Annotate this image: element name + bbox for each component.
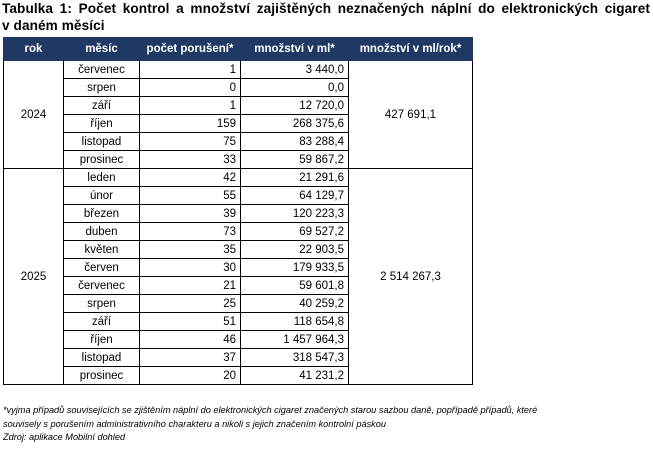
amount-ml-cell: 0,0 (241, 79, 349, 97)
source-note: Zdroj: aplikace Mobilní dohled (3, 432, 126, 442)
month-cell: říjen (64, 115, 140, 133)
table-row (4, 61, 473, 79)
amount-ml-cell: 179 933,5 (241, 259, 349, 277)
header-year: rok (4, 38, 64, 61)
violations-cell: 1 (140, 61, 241, 79)
violations-cell: 75 (140, 133, 241, 151)
yearly-total-cell: 427 691,1 (349, 61, 473, 169)
month-cell: srpen (64, 295, 140, 313)
year-cell: 2025 (4, 169, 64, 385)
month-cell: duben (64, 223, 140, 241)
violations-cell: 39 (140, 205, 241, 223)
violations-cell: 25 (140, 295, 241, 313)
year-cell: 2024 (4, 61, 64, 169)
violations-cell: 55 (140, 187, 241, 205)
amount-ml-cell: 21 291,6 (241, 169, 349, 187)
violations-cell: 46 (140, 331, 241, 349)
amount-ml-cell: 40 259,2 (241, 295, 349, 313)
violations-cell: 21 (140, 277, 241, 295)
yearly-total-cell: 2 514 267,3 (349, 169, 473, 385)
table-header-row (4, 38, 473, 61)
amount-ml-cell: 118 654,8 (241, 313, 349, 331)
month-cell: červen (64, 259, 140, 277)
violations-cell: 1 (140, 97, 241, 115)
month-cell: květen (64, 241, 140, 259)
violations-cell: 42 (140, 169, 241, 187)
violations-cell: 0 (140, 79, 241, 97)
amount-ml-cell: 268 375,6 (241, 115, 349, 133)
violations-cell: 35 (140, 241, 241, 259)
header-amount-ml: množství v ml* (241, 38, 349, 61)
violations-cell: 159 (140, 115, 241, 133)
month-cell: září (64, 313, 140, 331)
month-cell: prosinec (64, 151, 140, 169)
violations-cell: 73 (140, 223, 241, 241)
header-month: měsíc (64, 38, 140, 61)
table-row (4, 169, 473, 187)
caption-line-2: v daném měsíci (2, 18, 105, 33)
amount-ml-cell: 120 223,3 (241, 205, 349, 223)
violations-cell: 37 (140, 349, 241, 367)
month-cell: březen (64, 205, 140, 223)
amount-ml-cell: 83 288,4 (241, 133, 349, 151)
month-cell: prosinec (64, 367, 140, 385)
month-cell: listopad (64, 133, 140, 151)
header-amount-ml-year: množství v ml/rok* (349, 38, 473, 61)
amount-ml-cell: 41 231,2 (241, 367, 349, 385)
month-cell: říjen (64, 331, 140, 349)
table-notes (3, 404, 651, 445)
data-table (3, 37, 473, 385)
month-cell: červenec (64, 277, 140, 295)
amount-ml-cell: 69 527,2 (241, 223, 349, 241)
table-body (4, 61, 473, 385)
amount-ml-cell: 3 440,0 (241, 61, 349, 79)
header-violations: počet porušení* (140, 38, 241, 61)
violations-cell: 33 (140, 151, 241, 169)
amount-ml-cell: 59 867,2 (241, 151, 349, 169)
month-cell: červenec (64, 61, 140, 79)
caption-line-1: Tabulka 1: Počet kontrol a množství zajištěných neznačených náplní do elektronických cigaret (2, 1, 650, 16)
month-cell: srpen (64, 79, 140, 97)
month-cell: září (64, 97, 140, 115)
violations-cell: 51 (140, 313, 241, 331)
amount-ml-cell: 12 720,0 (241, 97, 349, 115)
amount-ml-cell: 1 457 964,3 (241, 331, 349, 349)
amount-ml-cell: 318 547,3 (241, 349, 349, 367)
amount-ml-cell: 22 903,5 (241, 241, 349, 259)
month-cell: únor (64, 187, 140, 205)
violations-cell: 30 (140, 259, 241, 277)
footnote-line-1: *vyjma případů souvisejících se zjištěním náplní do elektronických cigaret značených starou sazbou daně, popřípadě případů, které (3, 405, 538, 415)
amount-ml-cell: 64 129,7 (241, 187, 349, 205)
violations-cell: 20 (140, 367, 241, 385)
month-cell: leden (64, 169, 140, 187)
month-cell: listopad (64, 349, 140, 367)
table-caption (2, 0, 650, 34)
footnote-line-2: souvisely s porušením administrativního charakteru a nikoli s jejich značením kontrolní páskou (3, 418, 386, 429)
amount-ml-cell: 59 601,8 (241, 277, 349, 295)
